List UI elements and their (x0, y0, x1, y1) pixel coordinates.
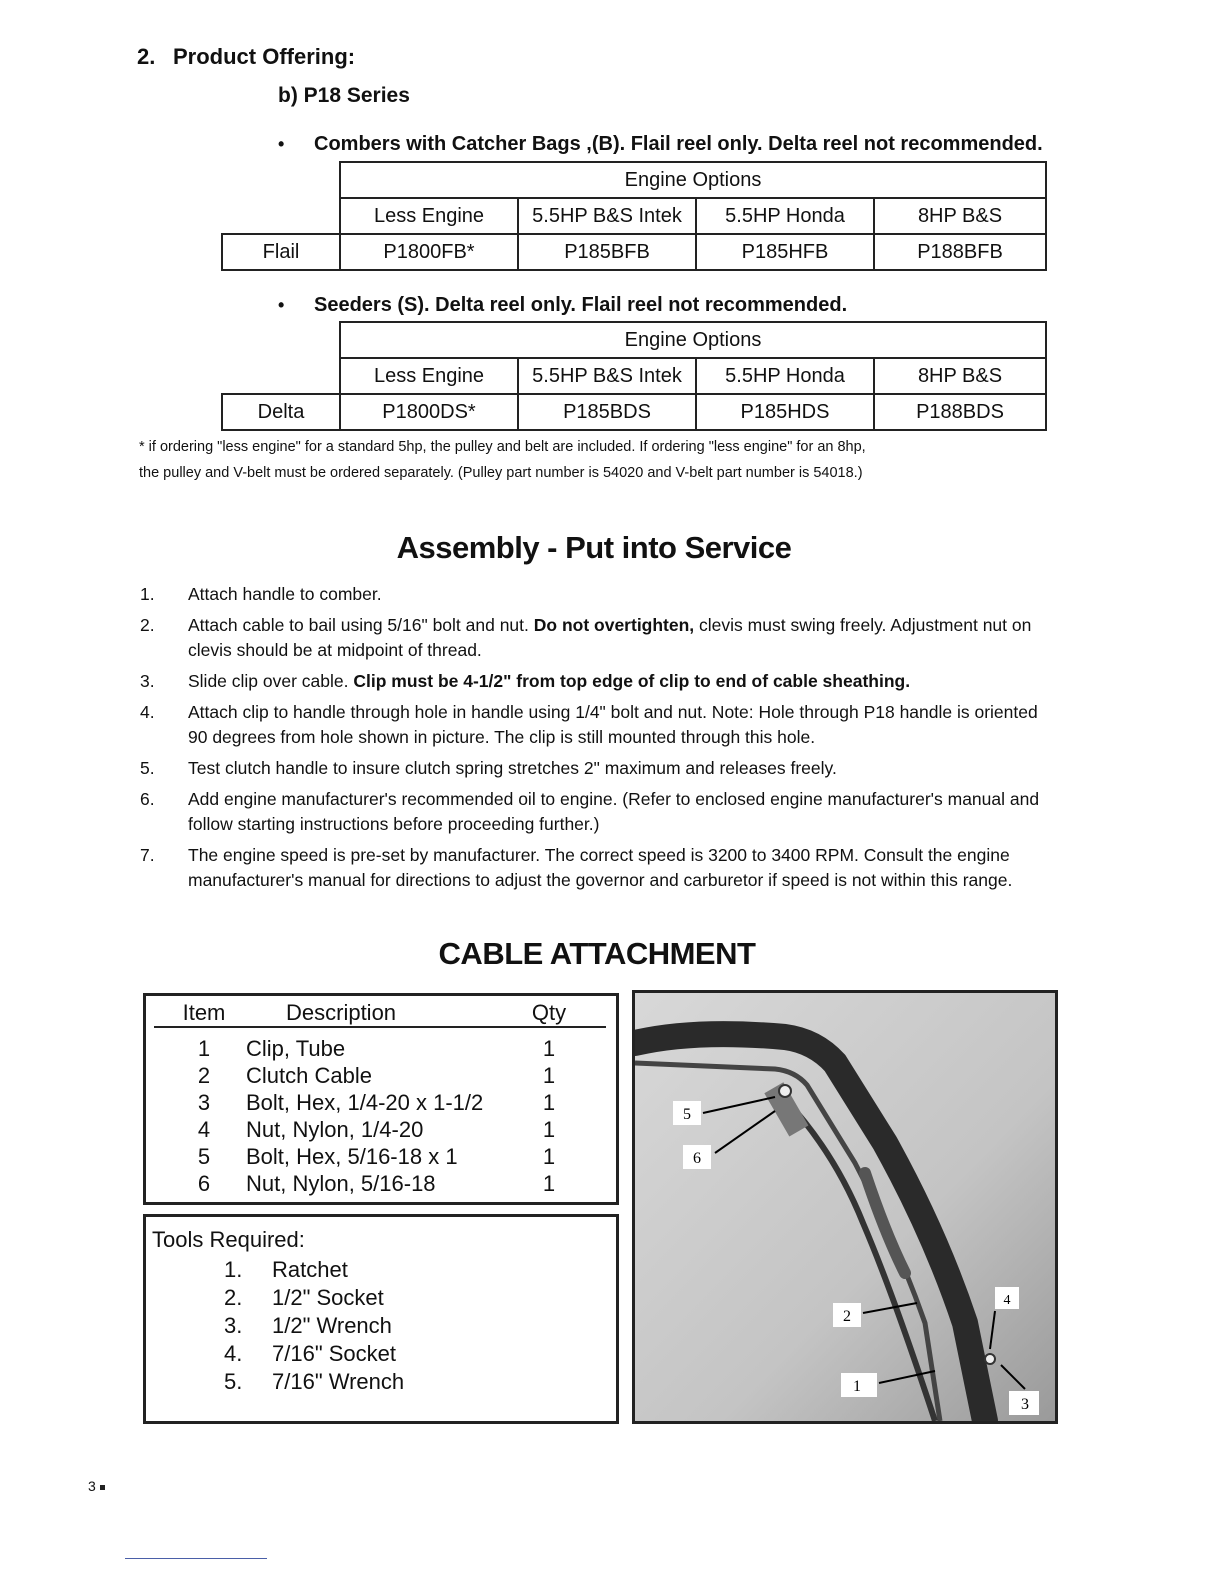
callout-5: 5 (683, 1106, 691, 1123)
item-number: 5 (197, 1144, 211, 1169)
list-item (140, 843, 1060, 893)
table-blank-cell (222, 358, 340, 394)
column-header: Less Engine (340, 358, 518, 394)
table-row (154, 1090, 606, 1117)
qty-header: Qty (531, 1000, 567, 1025)
column-header: 5.5HP B&S Intek (518, 198, 696, 234)
item-number: 2 (197, 1063, 211, 1088)
list-item (224, 1341, 396, 1367)
list-item (224, 1285, 384, 1311)
tool-name: 7/16" Wrench (272, 1369, 405, 1394)
table-blank-cell (222, 322, 340, 358)
tool-name: 1/2" Socket (272, 1285, 384, 1310)
model-cell: P185BFB (518, 234, 696, 270)
step-number: 5. (140, 758, 155, 778)
model-cell: P188BDS (874, 394, 1046, 430)
column-header: 8HP B&S (874, 358, 1046, 394)
bullet-icon: • (278, 134, 285, 154)
step-number: 3. (140, 671, 155, 691)
section-heading (137, 44, 355, 70)
item-number: 6 (197, 1171, 211, 1196)
step-text: Add engine manufacturer's recommended oil to engine. (Refer to enclosed engine manufacturer's manual and follow starting instructions before proceeding further.) (188, 789, 1040, 834)
step-text: clevis must swing freely. Adjustment nut on clevis should be at midpoint of thread. (188, 615, 1032, 660)
callout-4: 4 (1003, 1293, 1011, 1308)
list-item (224, 1257, 348, 1283)
page-number (88, 1478, 105, 1494)
item-qty: 1 (542, 1063, 556, 1088)
item-description: Bolt, Hex, 5/16-18 x 1 (246, 1144, 458, 1169)
callout-3: 3 (1021, 1396, 1029, 1413)
square-icon (100, 1485, 105, 1490)
model-cell: P185HDS (696, 394, 874, 430)
item-description: Clutch Cable (246, 1063, 372, 1088)
list-item (140, 787, 1060, 837)
column-header: 5.5HP Honda (696, 358, 874, 394)
step-emphasis: Do not overtighten, (533, 615, 695, 635)
column-header: 5.5HP B&S Intek (518, 358, 696, 394)
tool-name: 7/16" Socket (272, 1341, 396, 1366)
combers-engine-table (221, 161, 1047, 271)
item-description: Bolt, Hex, 1/4-20 x 1-1/2 (246, 1090, 484, 1115)
step-text: Attach handle to comber. (188, 584, 382, 604)
combers-bullet (278, 133, 1043, 156)
table-blank-cell (222, 162, 340, 198)
tool-number: 5. (224, 1369, 243, 1394)
list-item (140, 756, 1060, 781)
step-number: 1. (140, 584, 155, 604)
item-description: Clip, Tube (246, 1036, 346, 1061)
parts-header (154, 1000, 606, 1028)
tools-required (143, 1214, 619, 1424)
seeders-bullet-text: Seeders (S). Delta reel only. Flail reel not recommended. (314, 294, 848, 316)
item-description: Nut, Nylon, 1/4-20 (246, 1117, 424, 1142)
tool-number: 1. (224, 1257, 243, 1282)
column-header: 5.5HP Honda (696, 198, 874, 234)
engine-options-header: Engine Options (340, 322, 1046, 358)
row-label: Flail (222, 234, 340, 270)
item-qty: 1 (542, 1117, 556, 1142)
subsection-title: b) P18 Series (278, 84, 410, 107)
seeders-engine-table (221, 321, 1047, 431)
section-number: 2. (137, 44, 156, 69)
cable-attachment-photo (632, 990, 1058, 1424)
tool-name: 1/2" Wrench (272, 1313, 392, 1338)
row-label: Delta (222, 394, 340, 430)
tools-title: Tools Required: (152, 1227, 305, 1252)
column-header: 8HP B&S (874, 198, 1046, 234)
parts-list (143, 993, 619, 1205)
list-item (140, 669, 1060, 694)
step-emphasis: Clip must be 4-1/2" from top edge of clip to end of cable sheathing. (353, 671, 911, 691)
assembly-title: Assembly - Put into Service (396, 530, 792, 565)
item-qty: 1 (542, 1144, 556, 1169)
tool-number: 4. (224, 1341, 243, 1366)
list-item (224, 1369, 404, 1395)
model-cell: P1800FB* (340, 234, 518, 270)
item-number: 1 (197, 1036, 211, 1061)
model-cell: P185HFB (696, 234, 874, 270)
assembly-steps (140, 582, 1060, 899)
engine-options-header: Engine Options (340, 162, 1046, 198)
combers-bullet-text: Combers with Catcher Bags ,(B). Flail reel only. Delta reel not recommended. (314, 133, 1043, 155)
item-header: Item (182, 1000, 226, 1025)
item-qty: 1 (542, 1171, 556, 1196)
cable-photo-illustration (635, 993, 1055, 1421)
seeders-bullet (278, 294, 847, 317)
list-item (140, 582, 1060, 607)
callout-1: 1 (853, 1378, 861, 1395)
model-cell: P1800DS* (340, 394, 518, 430)
table-row (154, 1117, 606, 1144)
table-row (154, 1063, 606, 1090)
item-qty: 1 (542, 1036, 556, 1061)
divider (125, 1558, 267, 1559)
model-cell: P185BDS (518, 394, 696, 430)
item-description: Nut, Nylon, 5/16-18 (246, 1171, 436, 1196)
model-cell: P188BFB (874, 234, 1046, 270)
cable-attachment-title: CABLE ATTACHMENT (438, 936, 756, 971)
step-text: Test clutch handle to insure clutch spring stretches 2" maximum and releases freely. (188, 758, 837, 778)
step-text: The engine speed is pre-set by manufacturer. The correct speed is 3200 to 3400 RPM. Consult the engine manufacturer's manual for directions to adjust the governor and carburetor if speed is not within this range. (188, 845, 1013, 890)
step-text: Slide clip over cable. (188, 671, 354, 691)
list-item (140, 700, 1060, 750)
footnote-line: * if ordering "less engine" for a standard 5hp, the pulley and belt are included. If ordering "less engine" for an 8hp, (139, 439, 866, 455)
page-number-text: 3 (88, 1478, 96, 1494)
item-qty: 1 (542, 1090, 556, 1115)
section-title: Product Offering: (173, 44, 356, 69)
step-number: 7. (140, 845, 155, 865)
tool-name: Ratchet (272, 1257, 348, 1282)
table-row (154, 1171, 606, 1198)
step-text: Attach cable to bail using 5/16" bolt and nut. (188, 615, 534, 635)
table-row (154, 1036, 606, 1063)
tool-number: 3. (224, 1313, 243, 1338)
tool-number: 2. (224, 1285, 243, 1310)
footnote-line: the pulley and V-belt must be ordered separately. (Pulley part number is 54020 and V-belt part number is 54018.) (139, 465, 863, 481)
step-text: Attach clip to handle through hole in handle using 1/4" bolt and nut. Note: Hole through P18 handle is oriented 90 degrees from hole shown in picture. The clip is still mounted through this hole. (188, 702, 1038, 747)
step-number: 4. (140, 702, 155, 722)
item-number: 4 (197, 1117, 211, 1142)
step-number: 6. (140, 789, 155, 809)
column-header: Less Engine (340, 198, 518, 234)
callout-2: 2 (843, 1308, 851, 1325)
callout-6: 6 (693, 1150, 701, 1167)
step-number: 2. (140, 615, 155, 635)
list-item (224, 1313, 392, 1339)
bullet-icon: • (278, 295, 285, 315)
list-item (140, 613, 1060, 663)
table-blank-cell (222, 198, 340, 234)
footnote (139, 434, 1019, 486)
item-number: 3 (197, 1090, 211, 1115)
table-row (154, 1144, 606, 1171)
description-header: Description (286, 1000, 397, 1025)
